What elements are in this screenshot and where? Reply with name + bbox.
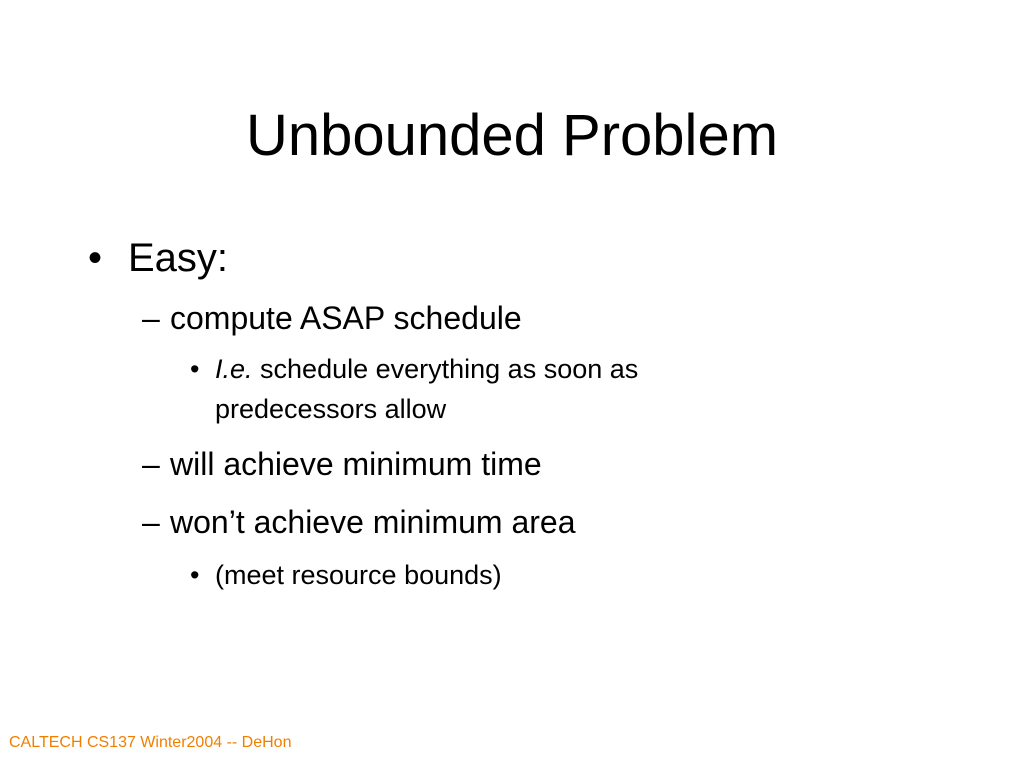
subsubitem-ie-continuation — [215, 390, 446, 428]
bullet-dot-small: • — [190, 560, 200, 590]
bullet-dot: • — [88, 236, 103, 280]
subitem-min-time — [142, 444, 542, 484]
subitem-min-area — [142, 502, 576, 542]
subsubitem-resource-bounds — [190, 556, 502, 594]
subitem-compute-asap — [142, 298, 522, 338]
subitem-text: won’t achieve minimum area — [170, 504, 576, 540]
subsubitem-text-line2: predecessors allow — [215, 394, 447, 424]
bullet-text: Easy: — [128, 236, 229, 280]
slide-title: Unbounded Problem — [245, 103, 779, 168]
subsubitem-text: (meet resource bounds) — [215, 560, 502, 590]
subsubitem-ie — [190, 350, 638, 388]
subitem-text: will achieve minimum time — [170, 446, 542, 482]
dash-marker: – — [142, 446, 160, 482]
bullet-dot-small: • — [190, 354, 200, 384]
subsubitem-text-line1: schedule everything as soon as — [252, 354, 639, 384]
footer-credit: CALTECH CS137 Winter2004 -- DeHon — [9, 734, 292, 751]
ie-prefix: I.e. — [215, 354, 253, 384]
subitem-text: compute ASAP schedule — [170, 300, 522, 336]
bullet-item-easy — [88, 234, 228, 282]
dash-marker: – — [142, 300, 160, 336]
dash-marker: – — [142, 504, 160, 540]
